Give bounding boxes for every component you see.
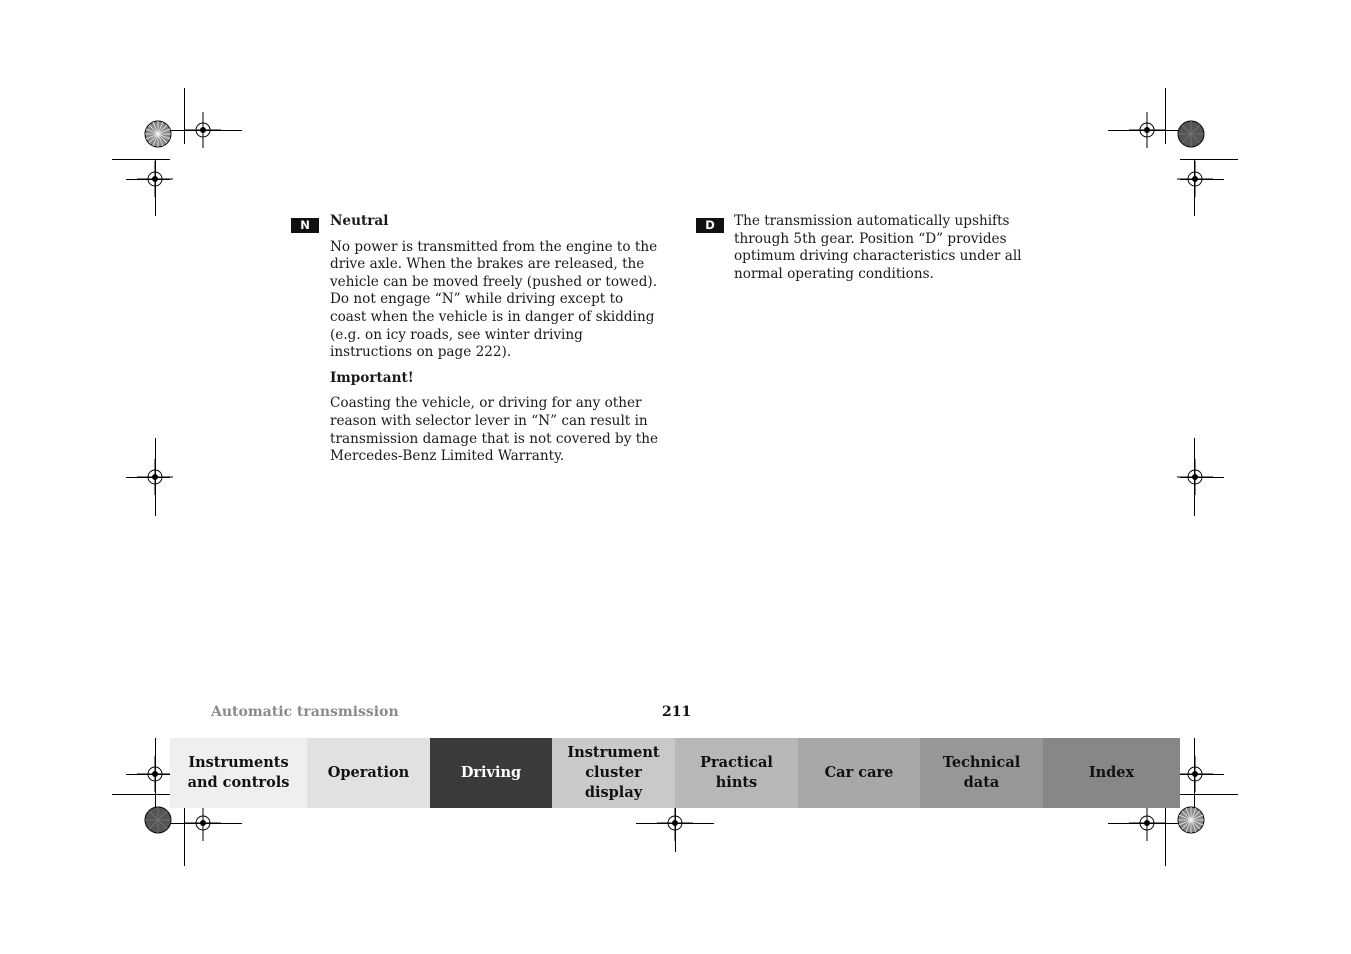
gear-badge-n: N — [291, 218, 319, 233]
neutral-section — [330, 213, 660, 474]
page-number: 211 — [662, 704, 692, 720]
tab-car-care[interactable]: Car care — [798, 738, 920, 808]
rosette-light-icon — [1177, 806, 1205, 834]
chapter-nav-bar — [170, 738, 1180, 808]
tab-technical-data[interactable]: Technical data — [920, 738, 1043, 808]
tab-instrument-cluster-display[interactable]: Instrument cluster display — [552, 738, 675, 808]
rosette-dark-icon — [144, 806, 172, 834]
gear-badge-d: D — [696, 218, 724, 233]
tab-driving[interactable]: Driving — [430, 738, 552, 808]
footer-section-title: Automatic transmission — [211, 704, 399, 720]
tab-instruments-and-controls[interactable]: Instruments and controls — [170, 738, 307, 808]
rosette-light-icon — [144, 120, 172, 148]
tab-index[interactable]: Index — [1043, 738, 1180, 808]
tab-operation[interactable]: Operation — [307, 738, 430, 808]
neutral-heading: Neutral — [330, 213, 389, 229]
important-label: Important! — [330, 369, 414, 386]
drive-body: The transmission automatically upshifts through 5th gear. Position “D” provides optimum driving characteristics under all normal operating conditions. — [734, 213, 1022, 282]
important-body: Coasting the vehicle, or driving for any other reason with selector lever in “N” can result in transmission damage that is not covered by the Mercedes-Benz Limited Warranty. — [330, 395, 658, 465]
tab-practical-hints[interactable]: Practical hints — [675, 738, 798, 808]
drive-section — [734, 213, 1064, 291]
rosette-dark-icon — [1177, 120, 1205, 148]
neutral-body: No power is transmitted from the engine to the drive axle. When the brakes are released, the vehicle can be moved freely (pushed or towed). Do not engage “N” while driving except to coast when the vehicle is in danger of skidding (e.g. on icy roads, see winter driving instructions on page 222). — [330, 238, 658, 361]
